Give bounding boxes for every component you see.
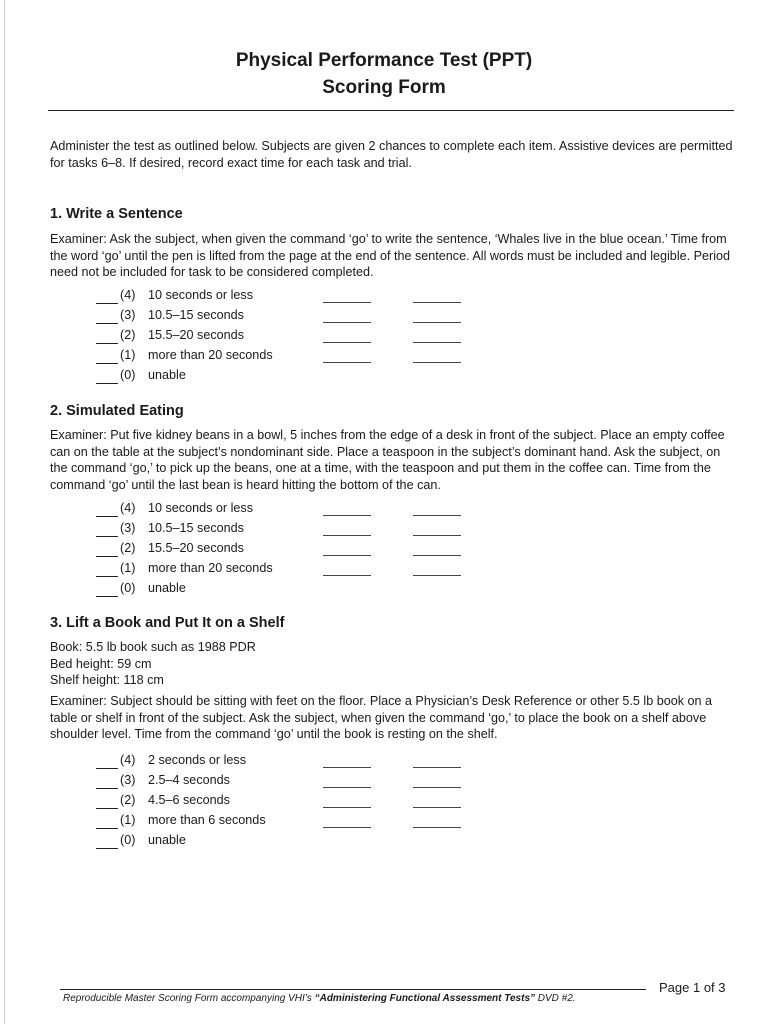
score-label: unable [148,833,186,847]
trial-2-time-blank[interactable] [413,755,461,768]
footer-note-suffix: DVD #2. [535,993,576,1004]
score-value: (4) [120,501,136,515]
score-check-blank[interactable] [96,290,118,304]
spec-line: Bed height: 59 cm [50,656,152,671]
score-check-blank[interactable] [96,370,118,384]
trial-1-time-blank[interactable] [323,523,371,536]
score-option [96,288,496,308]
page-title: Physical Performance Test (PPT) [235,50,533,71]
trial-2-time-blank[interactable] [413,350,461,363]
section-3-options [96,753,496,853]
section-1-instructions: Examiner: Ask the subject, when given the command ‘go’ to write the sentence, ‘Whales live in the blue ocean.’ Time from the word ‘go’ until the pen is lifted from the page at the end of the sentence. All words must be included and legible. Period need not be included for task to be considered completed. [50,232,731,279]
score-check-blank[interactable] [96,755,118,769]
trial-2-time-blank[interactable] [413,795,461,808]
score-label: 10 seconds or less [148,288,254,302]
score-value: (3) [120,773,136,787]
score-label: 10.5–15 seconds [148,521,244,535]
score-option [96,368,496,388]
scan-margin-line [4,0,5,1024]
score-label: 10 seconds or less [148,501,254,515]
score-option [96,328,496,348]
score-option [96,581,496,601]
section-3-instructions: Examiner: Subject should be sitting with feet on the floor. Place a Physician’s Desk Reference or other 5.5 lb book on a table or shelf in front of the subject. Ask the subject, when given the command ‘go,’ to place the book on a shelf above shoulder level. Time from the command ‘go’ until the book is resting on the shelf. [50,694,713,741]
score-value: (4) [120,288,136,302]
footer-note-prefix: Reproducible Master Scoring Form accompanying VHI’s [63,993,315,1004]
spec-line: Book: 5.5 lb book such as 1988 PDR [50,640,256,654]
trial-1-time-blank[interactable] [323,775,371,788]
score-option [96,813,496,833]
trial-1-time-blank[interactable] [323,755,371,768]
score-value: (3) [120,521,136,535]
score-label: more than 20 seconds [148,561,273,575]
score-check-blank[interactable] [96,503,118,517]
footer-note-title: “Administering Functional Assessment Tests” [314,993,536,1004]
score-value: (0) [120,368,136,382]
trial-1-time-blank[interactable] [323,310,371,323]
score-option [96,773,496,793]
score-check-blank[interactable] [96,350,118,364]
score-option [96,833,496,853]
footer-divider [60,989,646,990]
score-value: (4) [120,753,136,767]
trial-2-time-blank[interactable] [413,523,461,536]
trial-2-time-blank[interactable] [413,503,461,516]
score-label: 15.5–20 seconds [148,328,244,342]
footer-note [63,993,576,1004]
score-value: (2) [120,793,136,807]
score-value: (0) [120,833,136,847]
score-check-blank[interactable] [96,310,118,324]
trial-2-time-blank[interactable] [413,543,461,556]
score-label: 4.5–6 seconds [148,793,230,807]
score-label: 2 seconds or less [148,753,247,767]
intro-paragraph: Administer the test as outlined below. Subjects are given 2 chances to complete each item. Assistive devices are permitted for tasks 6–8. If desired, record exact time for each task and trial. [50,139,733,170]
score-value: (1) [120,813,136,827]
score-option [96,561,496,581]
trial-2-time-blank[interactable] [413,815,461,828]
score-value: (2) [120,541,136,555]
score-value: (0) [120,581,136,595]
trial-1-time-blank[interactable] [323,795,371,808]
score-check-blank[interactable] [96,583,118,597]
spec-line: Shelf height: 118 cm [50,673,164,687]
trial-2-time-blank[interactable] [413,563,461,576]
section-1-heading: 1. Write a Sentence [50,206,183,222]
trial-1-time-blank[interactable] [323,350,371,363]
score-option [96,753,496,773]
score-option [96,308,496,328]
score-label: 2.5–4 seconds [148,773,230,787]
trial-2-time-blank[interactable] [413,310,461,323]
score-check-blank[interactable] [96,543,118,557]
score-option [96,793,496,813]
trial-2-time-blank[interactable] [413,775,461,788]
score-label: 10.5–15 seconds [148,308,244,322]
section-2-options [96,501,496,601]
page-number: Page 1 of 3 [659,980,726,995]
score-check-blank[interactable] [96,775,118,789]
score-label: more than 6 seconds [148,813,266,827]
score-check-blank[interactable] [96,795,118,809]
score-value: (1) [120,348,136,362]
section-2-instructions: Examiner: Put five kidney beans in a bowl, 5 inches from the edge of a desk in front of the subject. Place an empty coffee can on the table at the subject’s nondominant side. Place a teaspoon in the subject’s dominant hand. Ask the subject, on the command ‘go,’ to pick up the beans, one at a time, with the teaspoon and put them in the coffee can. Time from the command ‘go’ until the last bean is heard hitting the bottom of the can. [50,428,725,492]
trial-1-time-blank[interactable] [323,563,371,576]
section-1-options [96,288,496,388]
score-value: (1) [120,561,136,575]
page-subtitle: Scoring Form [322,77,446,98]
section-3-specs [50,639,740,689]
section-2-heading: 2. Simulated Eating [50,403,184,419]
trial-1-time-blank[interactable] [323,330,371,343]
score-option [96,521,496,541]
score-label: more than 20 seconds [148,348,273,362]
score-option [96,541,496,561]
section-3-heading: 3. Lift a Book and Put It on a Shelf [50,615,285,631]
trial-1-time-blank[interactable] [323,815,371,828]
score-check-blank[interactable] [96,835,118,849]
score-option [96,501,496,521]
trial-1-time-blank[interactable] [323,543,371,556]
score-check-blank[interactable] [96,563,118,577]
score-label: unable [148,368,186,382]
score-option [96,348,496,368]
trial-2-time-blank[interactable] [413,290,461,303]
score-label: 15.5–20 seconds [148,541,244,555]
score-check-blank[interactable] [96,330,118,344]
score-value: (2) [120,328,136,342]
score-check-blank[interactable] [96,815,118,829]
score-value: (3) [120,308,136,322]
score-check-blank[interactable] [96,523,118,537]
trial-1-time-blank[interactable] [323,503,371,516]
trial-1-time-blank[interactable] [323,290,371,303]
title-divider [48,110,734,111]
score-label: unable [148,581,186,595]
trial-2-time-blank[interactable] [413,330,461,343]
